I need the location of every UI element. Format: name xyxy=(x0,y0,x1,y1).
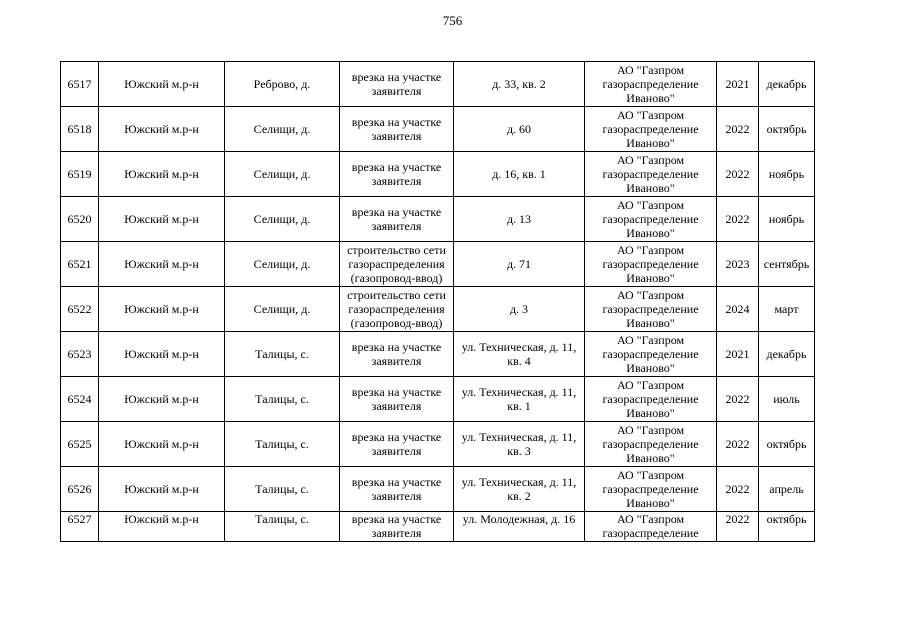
cell-number: 6527 xyxy=(61,512,99,542)
cell-address: д. 71 xyxy=(454,242,585,287)
cell-month: декабрь xyxy=(759,62,815,107)
cell-year: 2021 xyxy=(717,332,759,377)
cell-month: апрель xyxy=(759,467,815,512)
data-table xyxy=(60,61,815,542)
cell-district: Южский м.р-н xyxy=(99,62,225,107)
cell-district: Южский м.р-н xyxy=(99,467,225,512)
cell-number: 6521 xyxy=(61,242,99,287)
cell-number: 6524 xyxy=(61,377,99,422)
cell-locality: Селищи, д. xyxy=(225,197,340,242)
cell-number: 6522 xyxy=(61,287,99,332)
page-number: 756 xyxy=(442,13,463,28)
cell-district: Южский м.р-н xyxy=(99,107,225,152)
cell-work-type: врезка на участке заявителя xyxy=(340,422,454,467)
cell-address: д. 33, кв. 2 xyxy=(454,62,585,107)
cell-district: Южский м.р-н xyxy=(99,332,225,377)
cell-number: 6526 xyxy=(61,467,99,512)
cell-number: 6523 xyxy=(61,332,99,377)
table-row xyxy=(61,332,815,377)
cell-year: 2022 xyxy=(717,107,759,152)
cell-work-type: врезка на участке заявителя xyxy=(340,197,454,242)
cell-organization: АО "Газпром газораспределение Иваново" xyxy=(585,107,717,152)
cell-organization: АО "Газпром газораспределение Иваново" xyxy=(585,197,717,242)
cell-year: 2022 xyxy=(717,512,759,542)
cell-locality: Селищи, д. xyxy=(225,242,340,287)
cell-organization: АО "Газпром газораспределение Иваново" xyxy=(585,62,717,107)
cell-work-type: врезка на участке заявителя xyxy=(340,152,454,197)
cell-work-type: врезка на участке заявителя xyxy=(340,467,454,512)
cell-month: июль xyxy=(759,377,815,422)
cell-year: 2024 xyxy=(717,287,759,332)
cell-number: 6525 xyxy=(61,422,99,467)
cell-locality: Селищи, д. xyxy=(225,287,340,332)
table-row xyxy=(61,242,815,287)
cell-organization: АО "Газпром газораспределение Иваново" xyxy=(585,377,717,422)
cell-address: ул. Техническая, д. 11, кв. 2 xyxy=(454,467,585,512)
cell-year: 2023 xyxy=(717,242,759,287)
cell-district: Южский м.р-н xyxy=(99,242,225,287)
cell-month: сентябрь xyxy=(759,242,815,287)
cell-district: Южский м.р-н xyxy=(99,422,225,467)
cell-month: декабрь xyxy=(759,332,815,377)
cell-month: март xyxy=(759,287,815,332)
cell-month: октябрь xyxy=(759,512,815,542)
cell-work-type: врезка на участке заявителя xyxy=(340,512,454,542)
cell-locality: Талицы, с. xyxy=(225,467,340,512)
cell-year: 2022 xyxy=(717,467,759,512)
cell-address: д. 16, кв. 1 xyxy=(454,152,585,197)
cell-year: 2021 xyxy=(717,62,759,107)
cell-district: Южский м.р-н xyxy=(99,377,225,422)
cell-month: октябрь xyxy=(759,107,815,152)
table-row xyxy=(61,107,815,152)
cell-organization: АО "Газпром газораспределение Иваново" xyxy=(585,242,717,287)
cell-organization: АО "Газпром газораспределение xyxy=(585,512,717,542)
cell-year: 2022 xyxy=(717,197,759,242)
cell-year: 2022 xyxy=(717,422,759,467)
cell-address: д. 3 xyxy=(454,287,585,332)
cell-organization: АО "Газпром газораспределение Иваново" xyxy=(585,152,717,197)
cell-locality: Реброво, д. xyxy=(225,62,340,107)
cell-locality: Селищи, д. xyxy=(225,107,340,152)
cell-organization: АО "Газпром газораспределение Иваново" xyxy=(585,332,717,377)
cell-address: ул. Молодежная, д. 16 xyxy=(454,512,585,542)
cell-number: 6520 xyxy=(61,197,99,242)
cell-locality: Талицы, с. xyxy=(225,512,340,542)
cell-address: д. 60 xyxy=(454,107,585,152)
cell-organization: АО "Газпром газораспределение Иваново" xyxy=(585,467,717,512)
cell-year: 2022 xyxy=(717,152,759,197)
table-row xyxy=(61,377,815,422)
cell-month: октябрь xyxy=(759,422,815,467)
cell-number: 6517 xyxy=(61,62,99,107)
cell-locality: Селищи, д. xyxy=(225,152,340,197)
cell-address: д. 13 xyxy=(454,197,585,242)
cell-address: ул. Техническая, д. 11, кв. 3 xyxy=(454,422,585,467)
table-row xyxy=(61,62,815,107)
table-row xyxy=(61,197,815,242)
cell-district: Южский м.р-н xyxy=(99,197,225,242)
cell-work-type: врезка на участке заявителя xyxy=(340,332,454,377)
cell-month: ноябрь xyxy=(759,152,815,197)
cell-organization: АО "Газпром газораспределение Иваново" xyxy=(585,287,717,332)
cell-work-type: строительство сети газораспределения (газопровод-ввод) xyxy=(340,287,454,332)
cell-district: Южский м.р-н xyxy=(99,512,225,542)
cell-number: 6518 xyxy=(61,107,99,152)
cell-locality: Талицы, с. xyxy=(225,422,340,467)
cell-month: ноябрь xyxy=(759,197,815,242)
table-row xyxy=(61,467,815,512)
cell-organization: АО "Газпром газораспределение Иваново" xyxy=(585,422,717,467)
table-row xyxy=(61,152,815,197)
cell-number: 6519 xyxy=(61,152,99,197)
table-row xyxy=(61,422,815,467)
cell-work-type: строительство сети газораспределения (газопровод-ввод) xyxy=(340,242,454,287)
cell-year: 2022 xyxy=(717,377,759,422)
cell-locality: Талицы, с. xyxy=(225,332,340,377)
cell-locality: Талицы, с. xyxy=(225,377,340,422)
cell-district: Южский м.р-н xyxy=(99,152,225,197)
table-row xyxy=(61,287,815,332)
cell-district: Южский м.р-н xyxy=(99,287,225,332)
table-row xyxy=(61,512,815,542)
cell-work-type: врезка на участке заявителя xyxy=(340,107,454,152)
cell-address: ул. Техническая, д. 11, кв. 4 xyxy=(454,332,585,377)
cell-address: ул. Техническая, д. 11, кв. 1 xyxy=(454,377,585,422)
cell-work-type: врезка на участке заявителя xyxy=(340,377,454,422)
cell-work-type: врезка на участке заявителя xyxy=(340,62,454,107)
